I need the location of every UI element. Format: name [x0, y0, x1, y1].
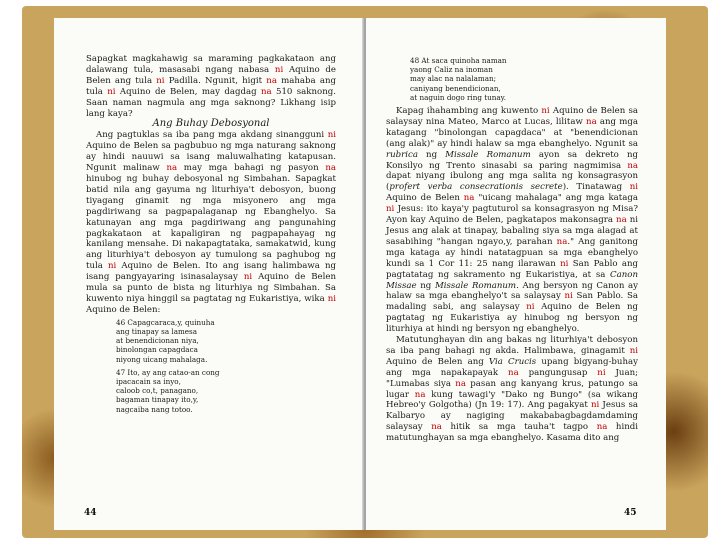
text-segment: pasan ang kanyang krus, patungo sa lugar: [386, 378, 638, 400]
right-page: [366, 18, 666, 530]
text-segment: profert verba consecrationis secrete: [389, 182, 563, 193]
highlighted-word: na: [325, 163, 336, 174]
highlighted-word: ni: [107, 261, 117, 272]
highlighted-word: ni: [564, 291, 573, 302]
verse-line: ang tinapay sa lamesa: [116, 326, 198, 336]
highlighted-word: na: [166, 163, 178, 174]
highlighted-word: ni: [156, 75, 165, 86]
text-segment: ). Tinatawag: [562, 182, 630, 193]
right-page-number: 45: [624, 508, 637, 518]
text-segment: Jesus sa Kalbaryo ay nagiging makababagbagdamdaming salaysay: [386, 400, 639, 433]
text-segment: Aquino de Belen:: [86, 304, 161, 315]
highlighted-word: ni: [590, 400, 600, 411]
highlighted-word: ni: [629, 182, 639, 193]
text-segment: Canon Missae: [386, 269, 638, 291]
text-segment: may mga bahagi ng pasyon: [177, 163, 326, 174]
text-segment: Sapagkat magkahawig sa maraming pagkakataon ang dalawang tula, masasabi ngang nabasa: [86, 54, 336, 75]
text-segment: Aquino de Belen sa salaysay nina Mateo, Marco at Lucas, lilitaw: [386, 106, 638, 127]
text-segment: Aquino de Belen ang: [386, 356, 489, 367]
left-page-body: [86, 54, 336, 418]
highlighted-word: na: [508, 367, 519, 378]
highlighted-word: ni: [274, 64, 284, 75]
text-segment: Juan; "Lumabas siya: [386, 367, 638, 389]
text-segment: ng: [417, 149, 446, 160]
highlighted-word: na: [455, 378, 466, 389]
verse-line: may alac na nalalaman;: [410, 74, 497, 84]
verse-stanza: [410, 56, 638, 102]
text-segment: Missale Romanum: [434, 280, 517, 291]
highlighted-word: ni: [629, 345, 638, 356]
body-paragraph: [86, 54, 336, 119]
highlighted-word: ni: [386, 204, 395, 215]
text-segment: ang mga katagang "binolongan capagdaca" at "benendicionan (ang alak)" ay hindi halaw sa mga ebanghelyo. Ngunit sa: [386, 116, 638, 149]
text-segment: ni Jesus ang alak at tinapay, babaling siya sa mga alagad at sasabihing "hangan ngayo,y, parahan: [386, 215, 639, 247]
text-segment: mahaba ang tula: [86, 75, 336, 97]
verse-line: at naguin dogo ring tunay.: [410, 92, 507, 102]
highlighted-word: na: [616, 215, 627, 226]
verse-line: at benendicionan niya,: [116, 336, 199, 346]
highlighted-word: ni: [327, 293, 336, 304]
text-segment: . Ang bersyon ng Canon ay halaw sa mga ebanghelyo't sa salaysay: [386, 280, 638, 302]
highlighted-word: na: [431, 422, 442, 433]
verse-line: ipacacain sa inyo,: [116, 376, 181, 386]
body-paragraph: [386, 335, 638, 444]
text-segment: San Pablo ang pagtatatag ng sakramento ng Eukaristiya, at sa: [386, 258, 638, 280]
text-segment: Via Crucis: [488, 356, 537, 367]
highlighted-word: na: [596, 422, 608, 433]
verse-stanza: [116, 368, 336, 414]
verse-line: 47 Ito, ay ang catao-an cong: [116, 367, 220, 377]
body-paragraph: [386, 106, 638, 335]
verse-line: caloob co,t, panagano,: [116, 386, 199, 396]
body-paragraph: [86, 130, 336, 315]
highlighted-word: na: [556, 236, 568, 247]
text-segment: pangungusap: [518, 367, 598, 378]
text-segment: 510 saknong. Saan naman nagmula ang mga saknong? Likhang isip lang kaya?: [86, 86, 336, 119]
text-segment: ayon sa dekreto ng Konsilyo ng Trento sinasabi sa paring nagmimisa: [386, 149, 638, 171]
text-segment: Matutunghayan din ang bakas ng liturhiya't debosyon sa iba pang bahagi ng akda. Halimbawa, ginagamit: [386, 335, 638, 356]
highlighted-word: ni: [526, 302, 535, 313]
text-segment: rubrica: [386, 149, 418, 160]
text-segment: Missale Romanum: [445, 149, 531, 160]
verse-line: caniyang benendicionan,: [410, 83, 501, 93]
text-segment: San Pablo. Sa madaling sabi, ang salaysay: [386, 291, 638, 313]
highlighted-word: ni: [597, 367, 606, 378]
text-segment: Aquino de Belen ng pagtatag ng Eukaristiya ay hinubog ng bersyon ng liturhiya at hindi ng bersyon ng ebanghelyo.: [386, 302, 638, 335]
text-segment: hitik sa mga tauha't tagpo: [441, 422, 597, 433]
text-segment: ." Ang ganitong mga kataga ay hindi natatagpuan sa mga ebanghelyo kundi sa 1 Cor 11: 25 nang ilarawan: [386, 236, 638, 269]
verse-line: 46 Capagcaraca,y, quinuha: [116, 317, 215, 327]
left-page: [54, 18, 364, 530]
text-segment: Kapag ihahambing ang kuwento: [396, 106, 542, 117]
highlighted-word: na: [627, 160, 638, 171]
verse-line: bagaman tinapay ito,y,: [116, 395, 199, 405]
right-page-body: [386, 54, 638, 444]
text-segment: Aquino de Belen. Ito ang isang halimbawa ng isang pangyayaring isinasalaysay: [86, 261, 336, 283]
highlighted-word: ni: [541, 106, 550, 117]
text-segment: ng: [416, 280, 435, 291]
text-segment: Aquino de Belen sa pagbubuo ng mga naturang saknong ay hindi nauuwi sa isang maluwalhating katapusan. Ngunit malinaw: [86, 141, 336, 174]
highlighted-word: ni: [243, 272, 253, 283]
text-segment: "uicang mahalaga" ang mga kataga: [474, 193, 638, 204]
text-segment: Aquino de Belen mula sa punto de bista ng liturhiya ng Simbahan. Sa kuwento niya hinggil sa pagtatag ng Eukaristiya, wika: [86, 272, 336, 304]
text-segment: hinubog ng buhay debosyonal ng Simbahan. Sapagkat batid nila ang gayuma ng liturhiya't debosyon, buong tiyagang ginamit ng mga misyonero ang mga pagdiriwang sa pagpapalaganap ng Ebanghelyo. Sa katunayan ang mga pagdiriwang ang pangunahing pagkakataon at kapaligiran ng pagpapahayag ng kanilang mensahe. Di nakapagtataka, samakatwid, kung ang liturhiya't debosyon ay tumulong sa paghubog ng tula: [86, 173, 336, 272]
left-page-number: 44: [84, 508, 97, 518]
highlighted-word: na: [586, 116, 597, 127]
highlighted-word: ni: [327, 130, 336, 141]
text-segment: Padilla. Ngunit, higit: [164, 75, 267, 86]
verse-line: binolongan capagdaca: [116, 345, 198, 355]
text-segment: Jesus: ito kaya'y pagtuturol sa konsagrasyon ng Misa? Ayon kay Aquino de Belen, pagkatapos makonsagra: [386, 204, 638, 226]
text-segment: Aquino de Belen: [386, 193, 464, 204]
text-segment: kung tawagi'y "Dako ng Bungo" (sa wikang Hebreo'y Golgotha) (Jn 19: 17). Ang pagakyat: [386, 389, 638, 411]
text-segment: Aquino de Belen ang tula: [86, 64, 336, 86]
text-segment: Ang pagtuklas sa iba pang mga akdang sinangguni: [96, 130, 328, 141]
verse-line: niyong uicang mahalaga.: [116, 354, 208, 364]
highlighted-word: na: [266, 75, 277, 86]
highlighted-word: na: [260, 86, 272, 97]
verse-line: nagcaiba nang totoo.: [116, 404, 193, 414]
text-segment: dapat niyang ibulong ang mga salita ng konsagrasyon (: [386, 171, 638, 193]
verse-line: 48 At saca quinoha naman: [410, 56, 507, 65]
section-heading: Ang Buhay Debosyonal: [152, 118, 270, 130]
verse-stanza: [116, 318, 336, 364]
text-segment: upang bigyang-buhay ang mga napakapayak: [386, 356, 638, 378]
text-segment: hindi matutunghayan sa mga ebanghelyo. Kasama dito ang: [386, 422, 638, 444]
text-segment: Aquino de Belen, may dagdag: [115, 86, 261, 97]
highlighted-word: na: [414, 389, 426, 400]
verse-line: yaong Caliz na inoman: [410, 65, 493, 75]
highlighted-word: ni: [560, 258, 569, 269]
highlighted-word: ni: [107, 86, 116, 97]
highlighted-word: na: [463, 193, 475, 204]
